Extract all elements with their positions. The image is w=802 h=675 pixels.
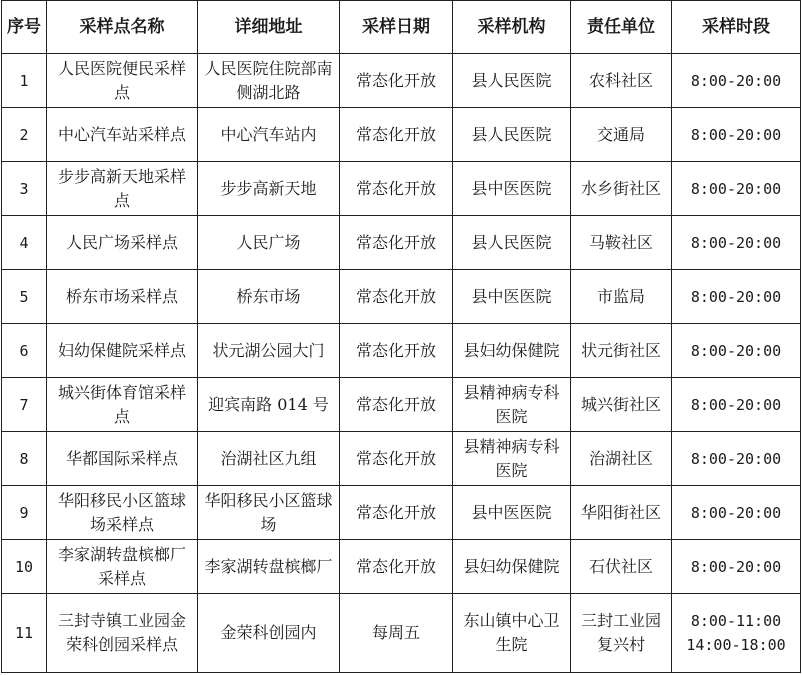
cell-address: 中心汽车站内 (198, 108, 340, 162)
cell-sampling-time (672, 108, 801, 162)
cell-address: 状元湖公园大门 (198, 324, 340, 378)
table-header (2, 1, 801, 54)
cell-sampling-time (672, 54, 801, 108)
cell-index: 3 (2, 162, 47, 216)
cell-site-name: 李家湖转盘槟榔厂采样点 (47, 540, 198, 594)
cell-site-name: 华都国际采样点 (47, 432, 198, 486)
time-slot: 14:00-18:00 (686, 636, 786, 654)
cell-address: 桥东市场 (198, 270, 340, 324)
cell-index: 9 (2, 486, 47, 540)
cell-index: 8 (2, 432, 47, 486)
time-slot: 8:00-20:00 (690, 503, 782, 522)
cell-address: 治湖社区九组 (198, 432, 340, 486)
cell-responsible-unit: 马鞍社区 (571, 216, 672, 270)
cell-responsible-unit: 华阳街社区 (571, 486, 672, 540)
cell-responsible-unit: 交通局 (571, 108, 672, 162)
cell-sampling-org: 县人民医院 (453, 108, 571, 162)
cell-sampling-time (672, 162, 801, 216)
cell-sampling-date: 常态化开放 (340, 270, 453, 324)
cell-sampling-time (672, 432, 801, 486)
table-row (2, 486, 801, 540)
time-slot: 8:00-20:00 (690, 341, 782, 360)
cell-sampling-time (672, 270, 801, 324)
time-slot: 8:00-20:00 (690, 395, 782, 414)
cell-address: 步步高新天地 (198, 162, 340, 216)
cell-site-name: 中心汽车站采样点 (47, 108, 198, 162)
cell-site-name: 妇幼保健院采样点 (47, 324, 198, 378)
cell-site-name: 三封寺镇工业园金荣科创园采样点 (47, 594, 198, 673)
cell-sampling-date: 常态化开放 (340, 378, 453, 432)
header-sampling-time: 采样时段 (672, 1, 801, 54)
header-responsible-unit: 责任单位 (571, 1, 672, 54)
cell-sampling-org: 县精神病专科医院 (453, 432, 571, 486)
cell-sampling-date: 每周五 (340, 594, 453, 673)
cell-sampling-org: 县妇幼保健院 (453, 540, 571, 594)
cell-index: 6 (2, 324, 47, 378)
table-body (2, 54, 801, 673)
cell-sampling-date: 常态化开放 (340, 162, 453, 216)
cell-address: 华阳移民小区篮球场 (198, 486, 340, 540)
cell-index: 5 (2, 270, 47, 324)
time-slot: 8:00-20:00 (690, 71, 782, 90)
cell-sampling-org: 县人民医院 (453, 216, 571, 270)
table-row (2, 540, 801, 594)
cell-site-name: 桥东市场采样点 (47, 270, 198, 324)
cell-responsible-unit: 农科社区 (571, 54, 672, 108)
table-row (2, 432, 801, 486)
table-row (2, 270, 801, 324)
sampling-sites-table (1, 0, 801, 673)
cell-address: 人民广场 (198, 216, 340, 270)
header-site-name: 采样点名称 (47, 1, 198, 54)
time-slot: 8:00-20:00 (690, 125, 782, 144)
cell-sampling-org: 县妇幼保健院 (453, 324, 571, 378)
cell-sampling-org: 东山镇中心卫生院 (453, 594, 571, 673)
cell-sampling-time (672, 324, 801, 378)
cell-address: 人民医院住院部南侧湖北路 (198, 54, 340, 108)
cell-responsible-unit: 石伏社区 (571, 540, 672, 594)
cell-sampling-date: 常态化开放 (340, 216, 453, 270)
cell-sampling-org: 县中医医院 (453, 486, 571, 540)
time-slot: 8:00-11:00 (690, 612, 782, 630)
cell-site-name: 步步高新天地采样点 (47, 162, 198, 216)
cell-responsible-unit: 市监局 (571, 270, 672, 324)
header-sampling-org: 采样机构 (453, 1, 571, 54)
header-sampling-date: 采样日期 (340, 1, 453, 54)
header-index: 序号 (2, 1, 47, 54)
cell-responsible-unit: 水乡街社区 (571, 162, 672, 216)
cell-sampling-date: 常态化开放 (340, 54, 453, 108)
header-address: 详细地址 (198, 1, 340, 54)
time-slot: 8:00-20:00 (690, 287, 782, 306)
cell-index: 4 (2, 216, 47, 270)
cell-site-name: 人民广场采样点 (47, 216, 198, 270)
table-row (2, 162, 801, 216)
cell-sampling-time (672, 486, 801, 540)
table-row (2, 594, 801, 673)
cell-address: 金荣科创园内 (198, 594, 340, 673)
table-row (2, 378, 801, 432)
cell-index: 10 (2, 540, 47, 594)
cell-responsible-unit: 三封工业园复兴村 (571, 594, 672, 673)
cell-sampling-date: 常态化开放 (340, 540, 453, 594)
cell-index: 7 (2, 378, 47, 432)
cell-sampling-date: 常态化开放 (340, 324, 453, 378)
cell-site-name: 城兴街体育馆采样点 (47, 378, 198, 432)
cell-responsible-unit: 治湖社区 (571, 432, 672, 486)
cell-sampling-org: 县中医医院 (453, 270, 571, 324)
cell-site-name: 华阳移民小区篮球场采样点 (47, 486, 198, 540)
cell-responsible-unit: 城兴街社区 (571, 378, 672, 432)
cell-index: 1 (2, 54, 47, 108)
cell-sampling-time (672, 540, 801, 594)
time-slot: 8:00-20:00 (690, 179, 782, 198)
cell-sampling-date: 常态化开放 (340, 432, 453, 486)
table-row (2, 54, 801, 108)
cell-sampling-time (672, 216, 801, 270)
cell-responsible-unit: 状元街社区 (571, 324, 672, 378)
cell-index: 2 (2, 108, 47, 162)
cell-sampling-org: 县精神病专科医院 (453, 378, 571, 432)
time-slot: 8:00-20:00 (690, 557, 782, 576)
cell-address: 李家湖转盘槟榔厂 (198, 540, 340, 594)
cell-sampling-time (672, 594, 801, 673)
time-slot: 8:00-20:00 (690, 449, 782, 468)
cell-sampling-org: 县中医医院 (453, 162, 571, 216)
table-row (2, 324, 801, 378)
cell-sampling-date: 常态化开放 (340, 108, 453, 162)
table-row (2, 108, 801, 162)
cell-sampling-time (672, 378, 801, 432)
cell-sampling-org: 县人民医院 (453, 54, 571, 108)
time-slot: 8:00-20:00 (690, 233, 782, 252)
cell-index: 11 (2, 594, 47, 673)
cell-sampling-date: 常态化开放 (340, 486, 453, 540)
cell-site-name: 人民医院便民采样点 (47, 54, 198, 108)
header-row (2, 1, 801, 54)
cell-address: 迎宾南路 014 号 (198, 378, 340, 432)
table-row (2, 216, 801, 270)
